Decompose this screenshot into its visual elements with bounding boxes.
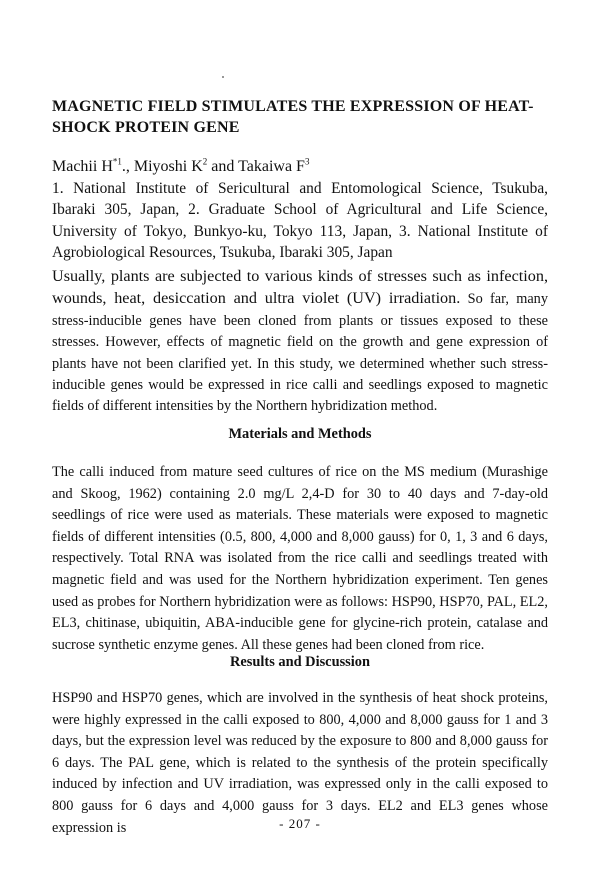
author-separator: .,	[121, 158, 134, 175]
affiliations: 1. National Institute of Sericultural and Entomological Science, Tsukuba, Ibaraki 305, Japan, 2. Graduate School of Agricultural and Life Science, University of Tokyo, Bunkyo-ku, Tokyo 113, Japan, 3. National Institute of Agrobiological Resources, Tsukuba, Ibaraki 305, Japan	[52, 180, 548, 262]
introduction-paragraph	[52, 266, 548, 418]
author-affiliation-mark: 2	[202, 156, 208, 167]
author-affiliation-mark: *1	[112, 156, 122, 167]
scan-speck	[222, 76, 224, 78]
materials-methods-paragraph: The calli induced from mature seed cultures of rice on the MS medium (Murashige and Skoog, 1962) containing 2.0 mg/L 2,4-D for 30 to 40 days and 7-day-old seedlings of rice were used as materials. These materials were exposed to magnetic fields of different intensities (0.5, 800, 4,000 and 8,000 gauss) for 0, 1, 3 and 6 days, respectively. Total RNA was isolated from the rice calli and seedlings treated with magnetic field and was used for the Northern hybridization experiment. Ten genes used as probes for Northern hybridization were as follows: HSP90, HSP70, PAL, EL2, EL3, chitinase, ubiquitin, ABA-inducible gene for glycine-rich protein, catalase and sucrose synthetic enzyme genes. All these genes had been cloned from rice.	[52, 464, 548, 653]
author-affiliation-mark: 3	[304, 156, 310, 167]
results-discussion-paragraph: HSP90 and HSP70 genes, which are involved in the synthesis of heat shock proteins, were highly expressed in the calli exposed to 800, 4,000 and 8,000 gauss for 1 and 3 days, but the expression level was reduced by the exposure to 800 and 8,000 gauss for 6 days. The PAL gene, which is related to the synthesis of the protein specifically induced by infection and UV irradiation, was expressed only in the calli exposed to 800 gauss for 6 days and 4,000 gauss for 3 days. EL2 and EL3 genes whose expression is	[52, 690, 548, 836]
author-separator: and	[207, 158, 239, 175]
author-name: Machii H	[52, 158, 113, 175]
author-name: Miyoshi K	[133, 158, 203, 175]
introduction-body: So far, many stress-inducible genes have been cloned from plants or tissues exposed to these stresses. However, effects of magnetic field on the growth and gene expression of plants have not been clarified yet. In this study, we determined whether such stress-inducible genes would be expressed in rice calli and seedlings exposed to magnetic fields of different intensities by the Northern hybridization method.	[52, 291, 548, 415]
author-line	[52, 156, 309, 178]
page-number: - 207 -	[279, 816, 321, 831]
section-heading-results-discussion: Results and Discussion	[230, 654, 370, 670]
paper-title: MAGNETIC FIELD STIMULATES THE EXPRESSION OF HEAT-SHOCK PROTEIN GENE	[52, 98, 534, 136]
section-heading-materials-methods: Materials and Methods	[228, 426, 372, 442]
introduction-lead-sentence: Usually, plants are subjected to various kinds of stresses such as infection, wounds, heat, desiccation and ultra violet (UV) irradiation.	[52, 267, 548, 308]
author-name: Takaiwa F	[238, 158, 305, 175]
